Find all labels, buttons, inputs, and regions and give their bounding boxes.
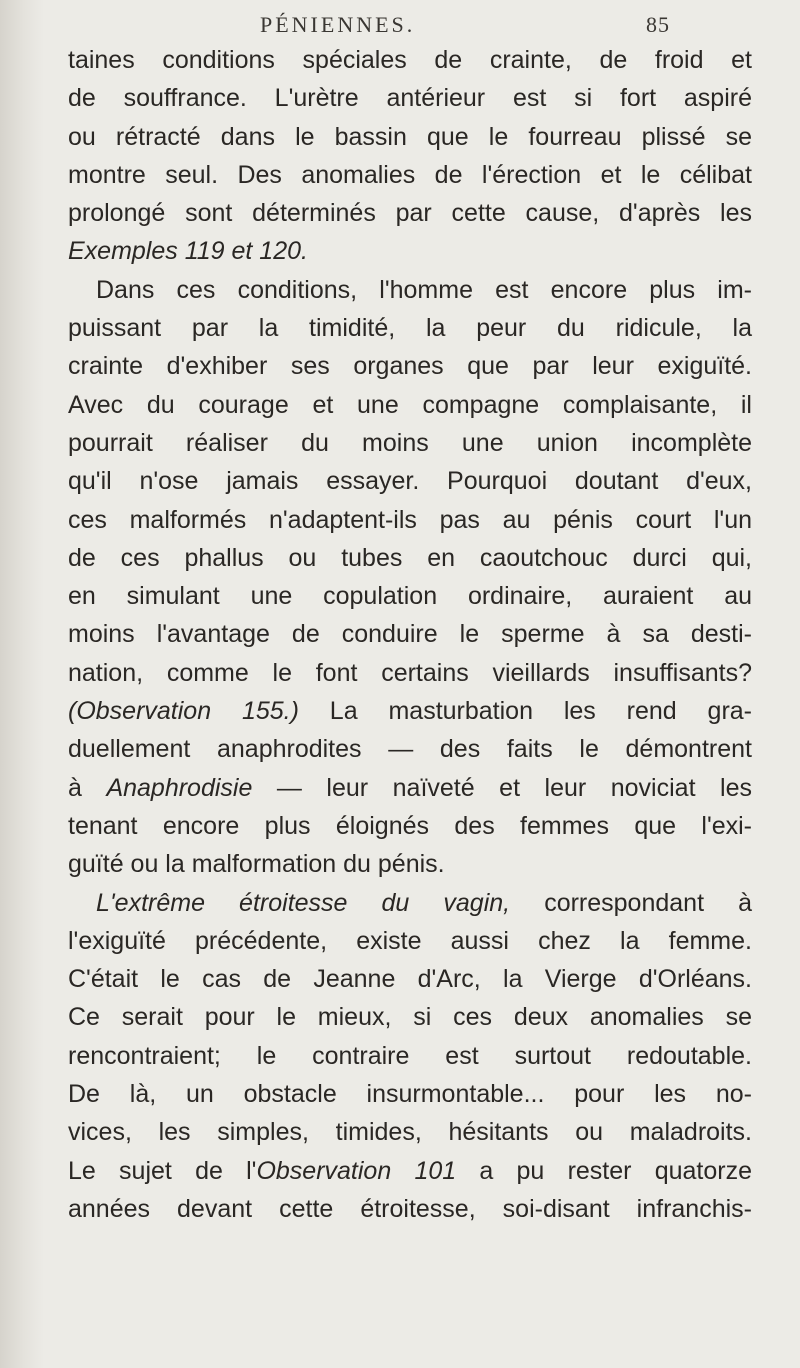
- text-run: — leur naïveté et leur noviciat les: [252, 773, 752, 802]
- text-run: l'exiguïté précédente, existe aussi chez la femme.: [68, 926, 752, 955]
- running-title: PÉNIENNES.: [260, 12, 416, 37]
- text-line: [68, 807, 752, 845]
- text-run: ces malformés n'adaptent-ils pas au pénis court l'un: [68, 505, 752, 534]
- text-run: La masturbation les rend gra-: [298, 697, 752, 726]
- text-run: à: [68, 773, 107, 802]
- text-line: [68, 118, 752, 156]
- text-run: rencontraient; le contraire est surtout redoutable.: [68, 1041, 752, 1070]
- text-line: [68, 692, 752, 730]
- text-run: Ce serait pour le mieux, si ces deux anomalies se: [68, 1003, 752, 1032]
- text-run: qu'il n'ose jamais essayer. Pourquoi doutant d'eux,: [68, 467, 752, 496]
- text-run: puissant par la timidité, la peur du ridicule, la: [68, 314, 752, 343]
- text-run: montre seul. Des anomalies de l'érection et le célibat: [68, 160, 752, 189]
- text-line: [68, 615, 752, 653]
- text-line: [68, 79, 752, 117]
- italic-text: L'extrême étroitesse du vagin,: [96, 888, 511, 917]
- text-line: [68, 1075, 752, 1113]
- text-run: Le sujet de l': [68, 1156, 257, 1185]
- text-line: [68, 41, 752, 79]
- text-run: correspondant à: [510, 888, 753, 917]
- text-line: [68, 347, 752, 385]
- text-run: pourrait réaliser du moins une union incomplète: [68, 428, 752, 457]
- text-run: de ces phallus ou tubes en caoutchouc durci qui,: [68, 543, 752, 572]
- text-run: vices, les simples, timides, hésitants ou maladroits.: [68, 1118, 752, 1147]
- page-binding-edge: [0, 0, 44, 1368]
- text-line: [68, 309, 752, 347]
- text-line: [68, 424, 752, 462]
- text-run: tenant encore plus éloignés des femmes que l'exi-: [68, 811, 752, 840]
- text-run: nation, comme le font certains vieillards insuffisants?: [68, 658, 752, 687]
- text-run: ou rétracté dans le bassin que le fourreau plissé se: [68, 122, 752, 151]
- text-line: [68, 386, 752, 424]
- text-line: [68, 960, 752, 998]
- text-line: [68, 462, 752, 500]
- italic-text: Observation 101: [256, 1156, 457, 1185]
- body-text: [68, 41, 752, 1228]
- text-run: de souffrance. L'urètre antérieur est si fort aspiré: [68, 84, 752, 113]
- text-run: Dans ces conditions, l'homme est encore plus im-: [96, 275, 752, 304]
- text-line: [68, 922, 752, 960]
- text-run: C'était le cas de Jeanne d'Arc, la Vierge d'Orléans.: [68, 965, 752, 994]
- text-run: Avec du courage et une compagne complaisante, il: [68, 390, 752, 419]
- running-header: [260, 6, 670, 40]
- text-line: [68, 232, 752, 270]
- text-line: [68, 271, 752, 309]
- text-line: [68, 501, 752, 539]
- text-line: [68, 769, 752, 807]
- text-run: crainte d'exhiber ses organes que par leur exiguïté.: [68, 352, 752, 381]
- text-line: [68, 845, 752, 883]
- text-line: [68, 156, 752, 194]
- text-run: moins l'avantage de conduire le sperme à sa desti-: [68, 620, 752, 649]
- text-line: [68, 998, 752, 1036]
- text-line: [68, 577, 752, 615]
- text-line: [68, 884, 752, 922]
- text-run: taines conditions spéciales de crainte, de froid et: [68, 46, 752, 74]
- text-run: a pu rester quatorze: [456, 1156, 752, 1185]
- italic-text: (Observation 155.): [68, 697, 299, 726]
- text-run: en simulant une copulation ordinaire, auraient au: [68, 582, 752, 611]
- page-number: 85: [646, 12, 670, 37]
- text-run: années devant cette étroitesse, soi-disant infranchis-: [68, 1194, 752, 1223]
- text-line: [68, 1037, 752, 1075]
- text-run: De là, un obstacle insurmontable... pour les no-: [68, 1080, 752, 1109]
- text-line: [68, 539, 752, 577]
- text-run: duellement anaphrodites — des faits le démontrent: [68, 735, 752, 764]
- text-run: prolongé sont déterminés par cette cause, d'après les: [68, 199, 752, 228]
- text-run: guïté ou la malformation du pénis.: [68, 850, 445, 879]
- text-line: [68, 1190, 752, 1228]
- text-line: [68, 730, 752, 768]
- italic-text: Exemples 119 et 120.: [68, 237, 308, 266]
- italic-text: Anaphrodisie: [106, 773, 253, 802]
- text-line: [68, 194, 752, 232]
- text-line: [68, 1152, 752, 1190]
- text-line: [68, 1113, 752, 1151]
- text-line: [68, 654, 752, 692]
